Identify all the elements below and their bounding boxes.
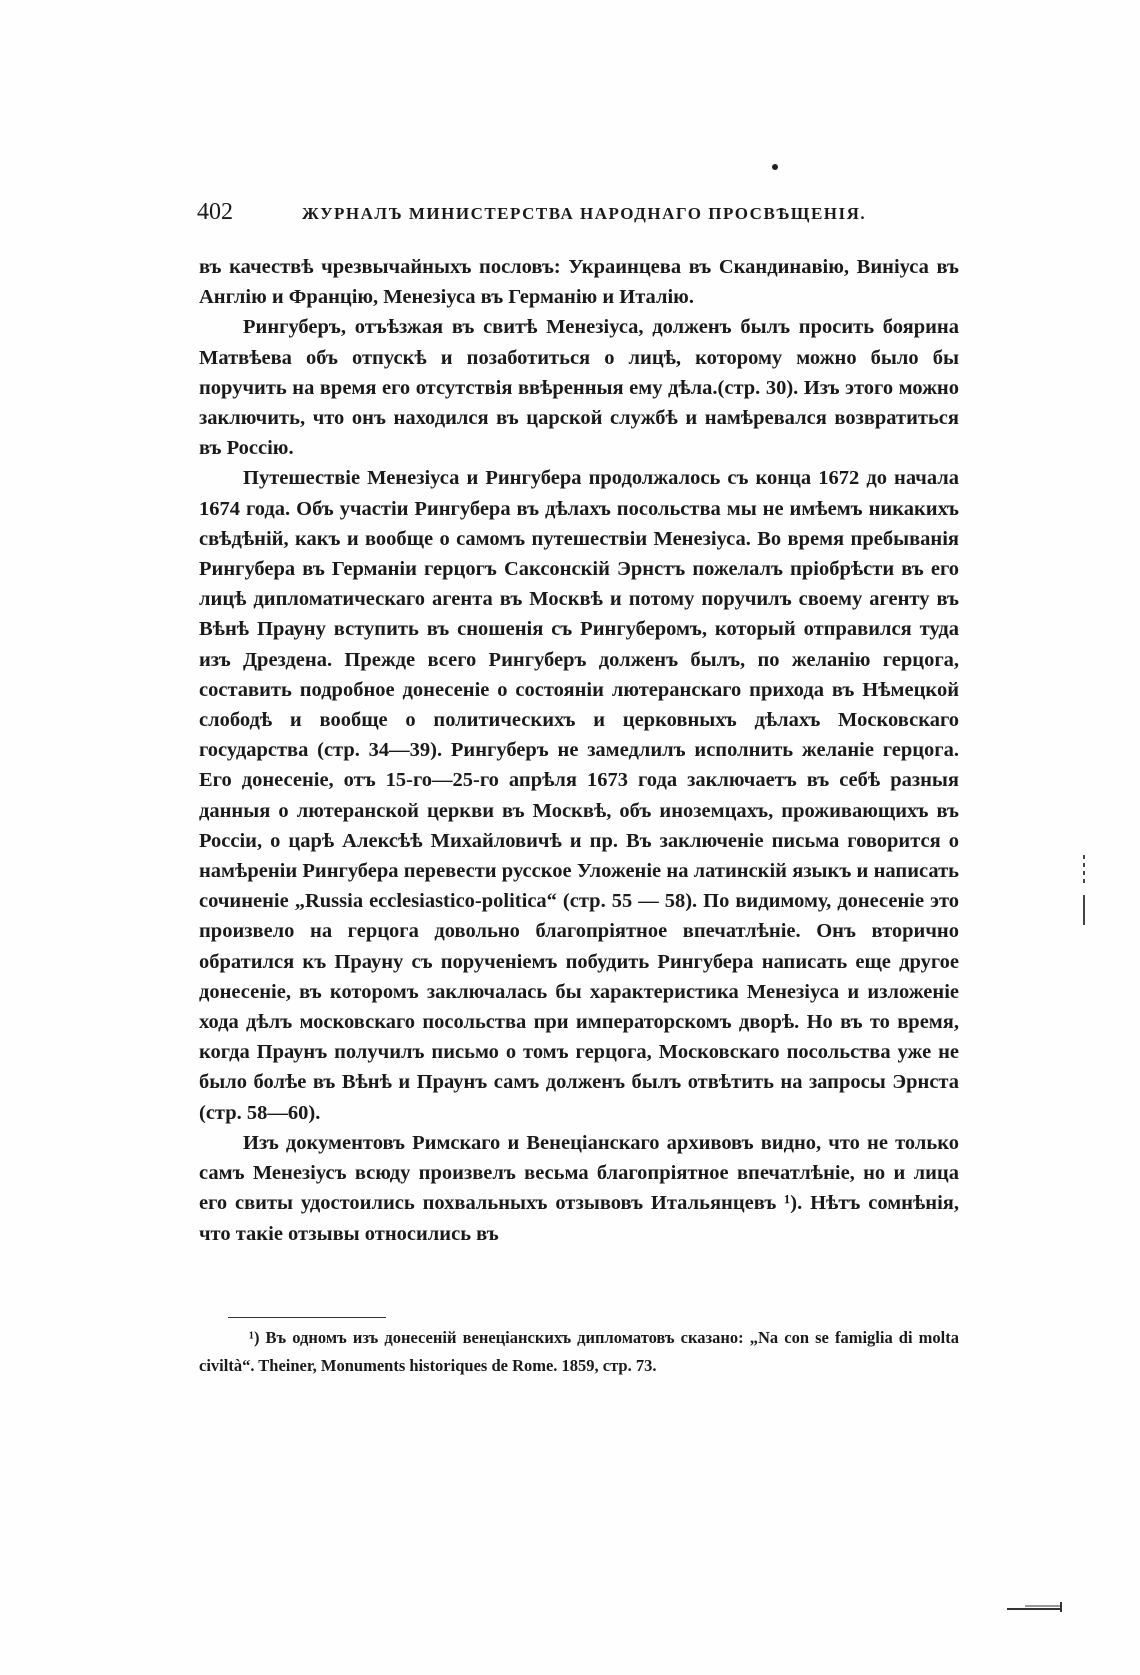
page-edge-arrow-icon <box>1005 1600 1065 1614</box>
paragraph-2: Рингуберъ, отъѣзжая въ свитѣ Менезіуса, долженъ былъ просить боярина Матвѣева объ отпускѣ и позаботиться о лицѣ, которому можно было бы поручить на время его отсутствія ввѣренныя ему дѣла.(стр. 30). Изъ этого можно заключить, что онъ находился въ царской службѣ и намѣревался возвратиться въ Россію. <box>199 316 959 460</box>
page-header <box>197 196 957 228</box>
running-head: ЖУРНАЛЪ МИНИСТЕРСТВА НАРОДНАГО ПРОСВѢЩЕНІЯ. <box>302 204 867 223</box>
footnote-divider <box>228 1317 386 1318</box>
paragraph-4: Изъ документовъ Римскаго и Венеціанскаго архивовъ видно, что не только самъ Менезіусъ всюду произвелъ весьма благопріятное впечатлѣніе, но и лица его свиты удостоились похвальныхъ отзывовъ Итальянцевъ ¹). Нѣтъ сомнѣнія, что такіе отзывы относились въ <box>199 1131 959 1245</box>
page-number: 402 <box>197 199 233 225</box>
margin-mark-dashed <box>1083 855 1085 885</box>
main-text <box>199 252 959 1249</box>
ink-dot <box>772 164 778 170</box>
paragraph-3: Путешествіе Менезіуса и Рингубера продолжалось съ конца 1672 до начала 1674 года. Объ участіи Рингубера въ дѣлахъ посольства мы не имѣемъ никакихъ свѣдѣній, какъ и вообще о самомъ путешествіи Менезіуса. Во время пребыванія Рингубера въ Германіи герцогъ Саксонскій Эрнстъ пожелалъ пріобрѣсти въ его лицѣ дипломатическаго агента въ Москвѣ и потому поручилъ своему агенту въ Вѣнѣ Прауну вступить въ сношенія съ Рингуберомъ, который отправился туда изъ Дрездена. Прежде всего Рингуберъ долженъ былъ, по желанію герцога, составить подробное донесеніе о состояніи лютеранскаго прихода въ Нѣмецкой слободѣ и вообще о политическихъ и церковныхъ дѣлахъ Московскаго государства (стр. 34—39). Рингуберъ не замедлилъ исполнить желаніе герцога. Его донесеніе, отъ 15-го—25-го апрѣля 1673 года заключаетъ въ себѣ разныя данныя о лютеранской церкви въ Москвѣ, объ иноземцахъ, проживающихъ въ Россіи, о царѣ Алексѣѣ Михайловичѣ и пр. Въ заключеніе письма говорится о намѣреніи Рингубера перевести русское Уложеніе на латинскій языкъ и написать сочиненіе „Russia ecclesiastico-politica“ (стр. 55 — 58). По видимому, донесеніе это произвело на герцога довольно благопріятное впечатлѣніе. Онъ вторично обратился къ Прауну съ порученіемъ побудить Рингубера написать еще другое донесеніе, въ которомъ заключалась бы характеристика Менезіуса и изложеніе хода дѣлъ московскаго посольства при императорскомъ дворѣ. Но въ то время, когда Праунъ получилъ письмо о томъ герцога, Московскаго посольства уже не было болѣе въ Вѣнѣ и Праунъ самъ долженъ былъ отвѣтить на запросы Эрнста (стр. 58—60). <box>199 467 959 1124</box>
footnote: ¹) Въ одномъ изъ донесеній венеціанскихъ дипломатовъ сказано: „Na con se famiglia di molta civiltà“. Theiner, Monuments historiques de Rome. 1859, стр. 73. <box>199 1328 959 1375</box>
margin-mark-solid <box>1083 895 1085 925</box>
paragraph-1: въ качествѣ чрезвычайныхъ пословъ: Украинцева въ Скандинавію, Винiуса въ Англію и Францію, Менезіуса въ Германію и Италію. <box>199 256 959 309</box>
